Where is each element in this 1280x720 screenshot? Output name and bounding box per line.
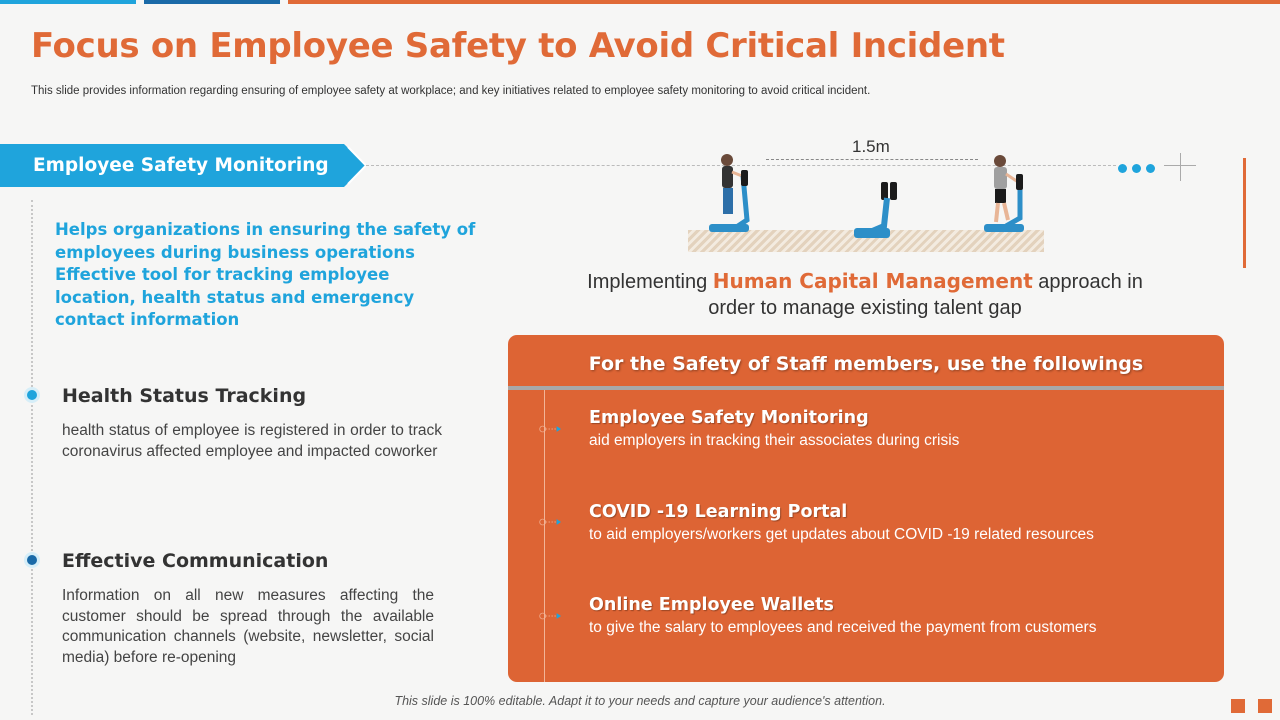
top-bar-blue-2 xyxy=(144,0,280,4)
arrow-marker-icon xyxy=(539,611,561,621)
hcm-line2: order to manage existing talent gap xyxy=(708,297,1022,319)
section-desc-communication: Information on all new measures affecting the customer should be spread through the available communication channels (website, newsletter, social media) before re-opening xyxy=(62,587,434,666)
top-bar-blue-1 xyxy=(0,0,136,4)
panel-item-title: COVID -19 Learning Portal xyxy=(589,502,848,522)
timeline-bullet xyxy=(27,390,37,400)
orange-side-bar xyxy=(1243,158,1246,268)
panel-heading: For the Safety of Staff members, use the followings xyxy=(588,353,1144,375)
section-ribbon xyxy=(0,144,366,187)
intro-line: contact information xyxy=(55,310,240,329)
top-bar-orange xyxy=(288,0,1280,4)
hcm-post: approach in xyxy=(1032,271,1143,293)
left-timeline-line xyxy=(31,200,33,715)
distance-label: 1.5m xyxy=(852,137,890,156)
section-title-communication: Effective Communication xyxy=(62,550,329,572)
panel-item-desc: to give the salary to employees and received the payment from customers xyxy=(589,619,1097,636)
intro-line: location, health status and emergency xyxy=(55,287,415,307)
intro-text xyxy=(55,219,476,332)
slide-title: Focus on Employee Safety to Avoid Critical Incident xyxy=(31,26,1005,66)
timeline-bullet xyxy=(27,555,37,565)
person-on-elliptical-icon xyxy=(982,152,1042,242)
panel-item-title: Employee Safety Monitoring xyxy=(589,408,869,428)
hcm-pre: Implementing xyxy=(587,271,713,293)
hcm-highlight: Human Capital Management xyxy=(712,269,1033,293)
corner-decoration xyxy=(1258,699,1272,713)
intro-line: Effective tool for tracking employee xyxy=(55,265,390,284)
arrow-marker-icon xyxy=(539,424,561,434)
corner-decoration xyxy=(1231,699,1245,713)
ribbon-label: Employee Safety Monitoring xyxy=(33,155,329,176)
hcm-statement xyxy=(530,268,1200,321)
section-title-health: Health Status Tracking xyxy=(62,385,307,407)
panel-divider xyxy=(508,386,1224,390)
arrow-marker-icon xyxy=(539,517,561,527)
person-on-elliptical-icon xyxy=(705,150,765,242)
intro-line: Helps organizations in ensuring the safety of xyxy=(55,220,476,239)
panel-item-desc: to aid employers/workers get updates about COVID -19 related resources xyxy=(589,526,1094,543)
panel-item-desc: aid employers in tracking their associates during crisis xyxy=(589,432,960,449)
footer-note: This slide is 100% editable. Adapt it to your needs and capture your audience's attention. xyxy=(394,694,886,708)
section-desc-health: health status of employee is registered in order to track coronavirus affected employee and impacted coworker xyxy=(62,422,442,460)
panel-item-title: Online Employee Wallets xyxy=(589,595,834,615)
elliptical-machine-icon xyxy=(850,180,900,244)
slide-subtitle: This slide provides information regarding ensuring of employee safety at workplace; and key initiatives related to employee safety monitoring to avoid critical incident. xyxy=(31,85,871,97)
distance-dashed-line xyxy=(766,159,978,160)
intro-line: employees during business operations xyxy=(55,242,415,262)
timeline-dots xyxy=(1118,160,1160,178)
cross-mark-v xyxy=(1180,153,1181,181)
safety-panel xyxy=(508,335,1224,682)
